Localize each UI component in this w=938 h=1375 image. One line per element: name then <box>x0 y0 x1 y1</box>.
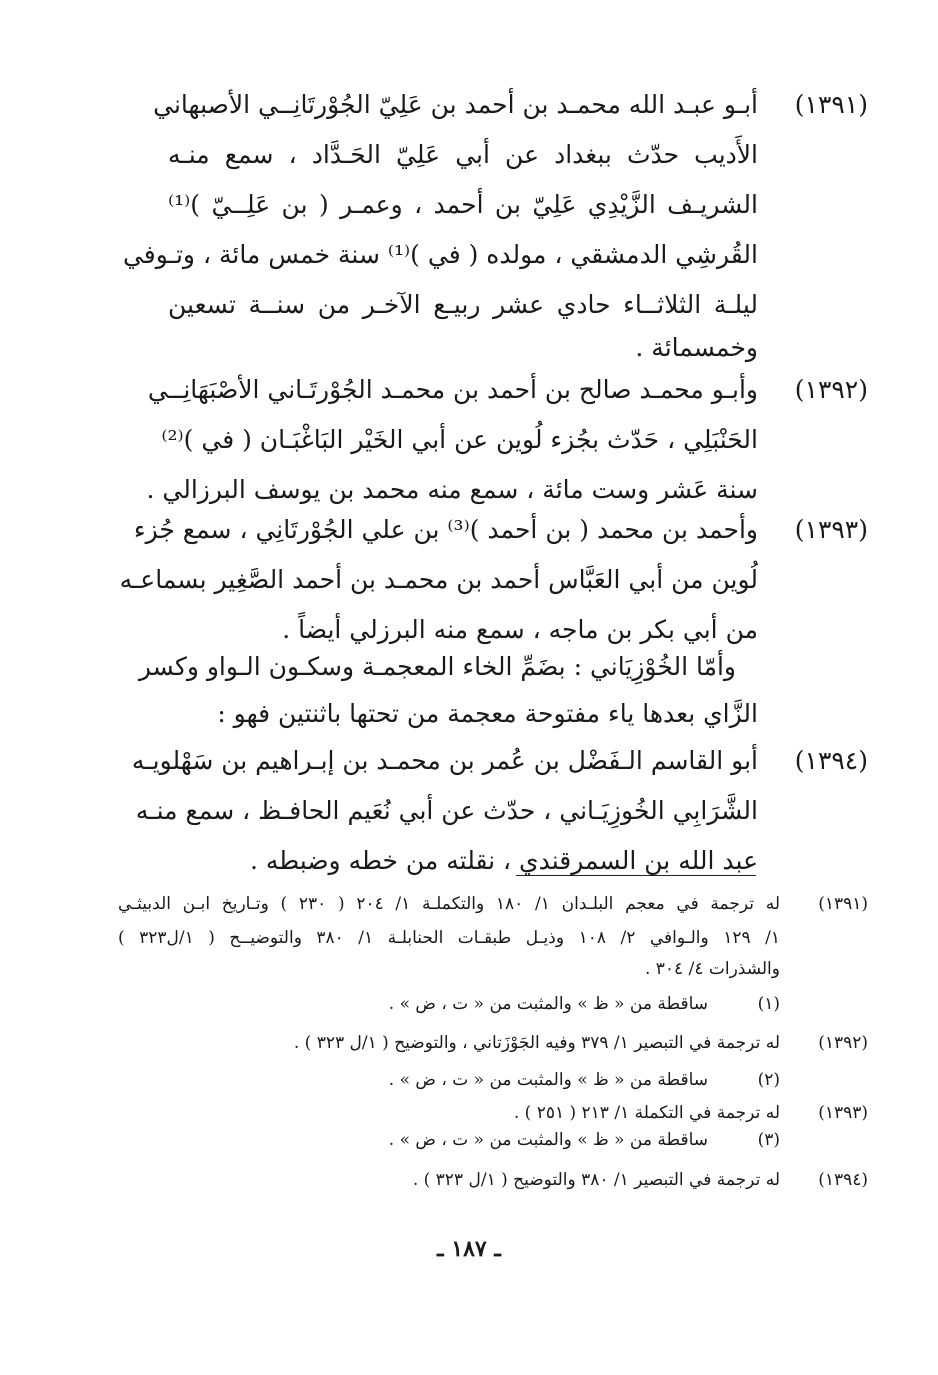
footnote-n3 <box>118 1127 868 1153</box>
footnote-n2 <box>118 1063 868 1097</box>
footnote-line <box>118 1100 868 1126</box>
entry-line: أبـو عبـد الله محمـد بن أحمد بن عَلِيّ الجُوْرتَانِــي الأصبهاني <box>153 90 758 119</box>
footnote-label: (٢) <box>757 1070 780 1090</box>
footnote-label: (١٣٩١) <box>818 894 868 914</box>
footnote-label: (١٣٩٤) <box>818 1170 868 1190</box>
entry-line: وخمسمائة . <box>635 333 758 362</box>
footnote-line <box>118 1163 868 1197</box>
footnote-label: (١) <box>757 994 780 1014</box>
entry-line: ليلـة الثلاثــاء حادي عشر ربيـع الآخـر من سنــة تسعين <box>168 290 758 319</box>
entry-line: الأَديب حدّث ببغداد عن أبي عَلِيّ الحَـدَّاد ، سمع منـه <box>168 140 758 169</box>
footnote-1392 <box>118 1026 868 1060</box>
entry-line: وأبـو محمـد صالح بن أحمد بن محمـد الجُوْرتَـاني الأصْبَهَانِــي <box>147 375 758 404</box>
entry-line: القُرشِي الدمشقي ، مولده ( في )⁽¹⁾ سنة خمس مائة ، وتـوفي <box>122 240 758 269</box>
footnote-text: ساقطة من « ظ » والمثبت من « ت ، ض » . <box>388 1070 708 1090</box>
footnote-1391 <box>118 887 868 983</box>
footnote-text: ساقطة من « ظ » والمثبت من « ت ، ض » . <box>388 1130 708 1150</box>
footnote-line <box>118 887 868 921</box>
footnote-line: ١/ ١٢٩ والـوافي ٢/ ١٠٨ وذيـل طبقـات الحنابلـة ١/ ٣٨٠ والتوضيــح ( ١/ل٣٢٣ ) <box>118 928 780 948</box>
entry-line: الشريـف الزَّيْدِي عَلِيّ بن أحمد ، وعمـر ( بن عَلِــيّ )⁽¹⁾ <box>168 190 758 219</box>
footnote-text: له ترجمة في معجم البلـدان ١/ ١٨٠ والتكملـة ١/ ٢٠٤ ( ٢٣٠ ) وتـاريخ ابـن الدبيثـي <box>118 894 780 914</box>
footnote-text: له ترجمة في التبصير ١/ ٣٨٠ والتوضيح ( ١/ل ٣٢٣ ) . <box>412 1170 780 1190</box>
entry-line: الحَنْبَلِي ، حَدّث بجُزء لُوين عن أبي الخَيْر البَاغْبَـان ( في )⁽²⁾ <box>161 425 758 454</box>
entry-line: لُوين من أبي العَبَّاس أحمد بن محمـد بن أحمد الصَّغِير بسماعـه <box>119 565 758 594</box>
entry-number: (١٣٩٤) <box>794 746 868 775</box>
footnote-line <box>118 1026 868 1060</box>
entry-1391 <box>122 80 868 370</box>
footnote-1394 <box>118 1163 868 1197</box>
footnote-line <box>118 990 868 1018</box>
footnote-text: له ترجمة في التكملة ١/ ٢١٣ ( ٢٥١ ) . <box>513 1103 780 1123</box>
footnote-label: (١٣٩٢) <box>818 1033 868 1053</box>
entry-1393 <box>119 505 868 655</box>
footnote-line <box>118 1127 868 1153</box>
entry-1392 <box>146 365 868 515</box>
footnote-text: له ترجمة في التبصير ١/ ٣٧٩ وفيه الجَوْزَتاني ، والتوضيح ( ١/ل ٣٢٣ ) . <box>293 1033 780 1053</box>
footnote-text: ساقطة من « ظ » والمثبت من « ت ، ض » . <box>388 994 708 1014</box>
entry-line: سنة عَشر وست مائة ، سمع منه محمد بن يوسف البرزالي . <box>146 475 758 504</box>
entry-number: (١٣٩١) <box>794 90 868 119</box>
paragraph-line: الزَّاي بعدها ياء مفتوحة معجمة من تحتها باثنتين فهو : <box>217 699 758 728</box>
entry-number: (١٣٩٢) <box>794 375 868 404</box>
entry-body <box>131 736 758 886</box>
footnote-label: (١٣٩٣) <box>818 1103 868 1123</box>
footnote-n1 <box>118 990 868 1018</box>
entry-1394 <box>131 736 868 886</box>
entry-line: عبد الله بن السمرقندي ، نقلته من خطه وضبطه . <box>249 846 758 875</box>
page-number: ـ ١٨٧ ـ <box>437 1236 501 1262</box>
entry-line: من أبي بكر بن ماجه ، سمع منه البرزلي أيضاً . <box>282 615 758 644</box>
footnote-line <box>118 1063 868 1097</box>
footnote-label: (٣) <box>757 1130 780 1150</box>
entry-line: أبو القاسم الـفَضْل بن عُمر بن محمـد بن إبـراهيم بن سَهْلويـه <box>131 746 758 775</box>
footnote-separator <box>516 875 756 876</box>
entry-body <box>146 365 758 515</box>
entry-line: وأحمد بن محمد ( بن أحمد )⁽³⁾ بن علي الجُوْرتَانِي ، سمع جُزء <box>133 515 758 544</box>
khuzyani-paragraph <box>138 645 758 739</box>
entry-body <box>119 505 758 655</box>
footnote-line: والشذرات ٤/ ٣٠٤ . <box>644 959 780 979</box>
entry-body <box>122 80 758 370</box>
paragraph-line: وأمّا الخُوْزِيَاني : بضَمِّ الخاء المعجمـة وسكـون الـواو وكسر <box>138 652 736 681</box>
entry-number: (١٣٩٣) <box>794 515 868 544</box>
footnote-1393 <box>118 1100 868 1126</box>
entry-line: الشَّرَابِي الخُوزِيَـاني ، حدّث عن أبي نُعَيم الحافـظ ، سمع منـه <box>135 796 758 825</box>
